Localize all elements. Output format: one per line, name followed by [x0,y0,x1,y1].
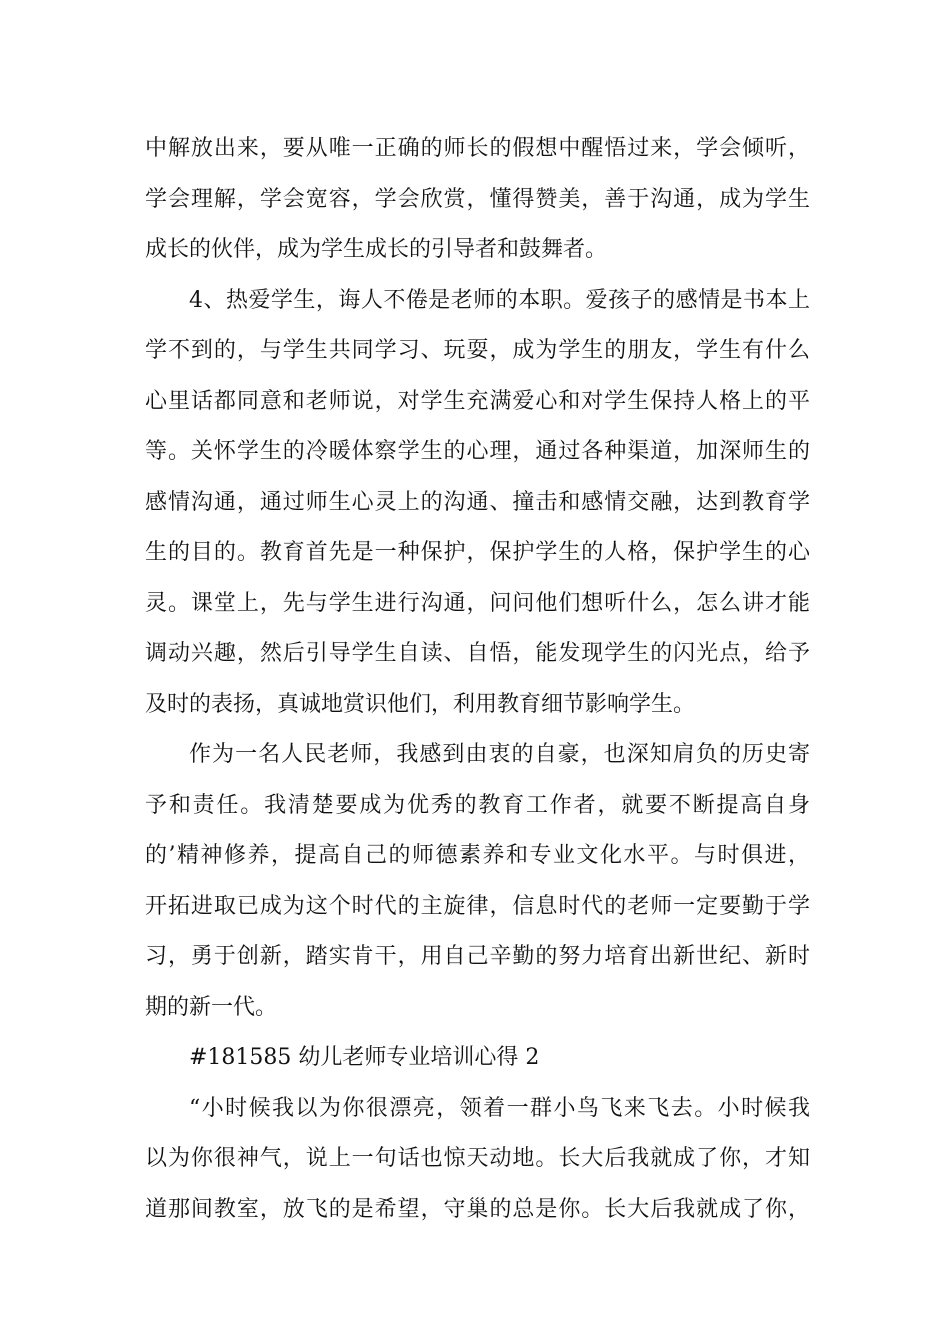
paragraph-line: 中解放出来，要从唯一正确的师长的假想中醒悟过来，学会倾听， [145,136,810,161]
paragraph-line: 习，勇于创新，踏实肯干，用自己辛勤的努力培育出新世纪、新时 [145,944,810,969]
paragraph-line: 学会理解，学会宽容，学会欣赏，懂得赞美，善于沟通，成为学生 [145,186,810,212]
paragraph-line: 灵。课堂上，先与学生进行沟通，问问他们想听什么，怎么讲才能 [145,590,810,616]
paragraph-line: 学不到的，与学生共同学习、玩耍，成为学生的朋友，学生有什么 [145,338,810,363]
paragraph-line: 开拓进取已成为这个时代的主旋律，信息时代的老师一定要勤于学 [145,893,810,919]
paragraph-line: 心里话都同意和老师说，对学生充满爱心和对学生保持人格上的平 [145,388,810,414]
paragraph-line: 成长的伙伴，成为学生成长的引导者和鼓舞者。 [145,237,608,262]
paragraph-line: 等。关怀学生的冷暖体察学生的心理，通过各种渠道，加深师生的 [145,439,810,464]
paragraph-line: 及时的表扬，真诚地赏识他们，利用教育细节影响学生。 [145,691,696,717]
paragraph-line: 的’精神修养，提高自己的师德素养和专业文化水平。与时俱进， [145,843,810,868]
paragraph-line: 道那间教室，放飞的是希望，守巢的总是你。长大后我就成了你， [145,1196,810,1222]
paragraph-line: 期的新一代。 [145,994,278,1020]
paragraph-line: 生的目的。教育首先是一种保护，保护学生的人格，保护学生的心 [145,540,810,565]
paragraph-line: 作为一名人民老师，我感到由衷的自豪，也深知肩负的历史寄 [189,742,810,767]
paragraph-line: 调动兴趣，然后引导学生自读、自悟，能发现学生的闪光点，给予 [145,641,810,666]
paragraph-line: 予和责任。我清楚要成为优秀的教育工作者，就要不断提高自身 [145,792,810,818]
paragraph-line: 4、热爱学生，诲人不倦是老师的本职。爱孩子的感情是书本上 [189,287,810,313]
section-heading: #181585 幼儿老师专业培训心得 2 [189,1045,540,1070]
paragraph-line: 感情沟通，通过师生心灵上的沟通、撞击和感情交融，达到教育学 [145,489,810,515]
paragraph-line: 以为你很神气，说上一句话也惊天动地。长大后我就成了你，才知 [145,1146,810,1171]
paragraph-line: “小时候我以为你很漂亮，领着一群小鸟飞来飞去。小时候我 [189,1095,810,1121]
document-body [145,124,810,1235]
